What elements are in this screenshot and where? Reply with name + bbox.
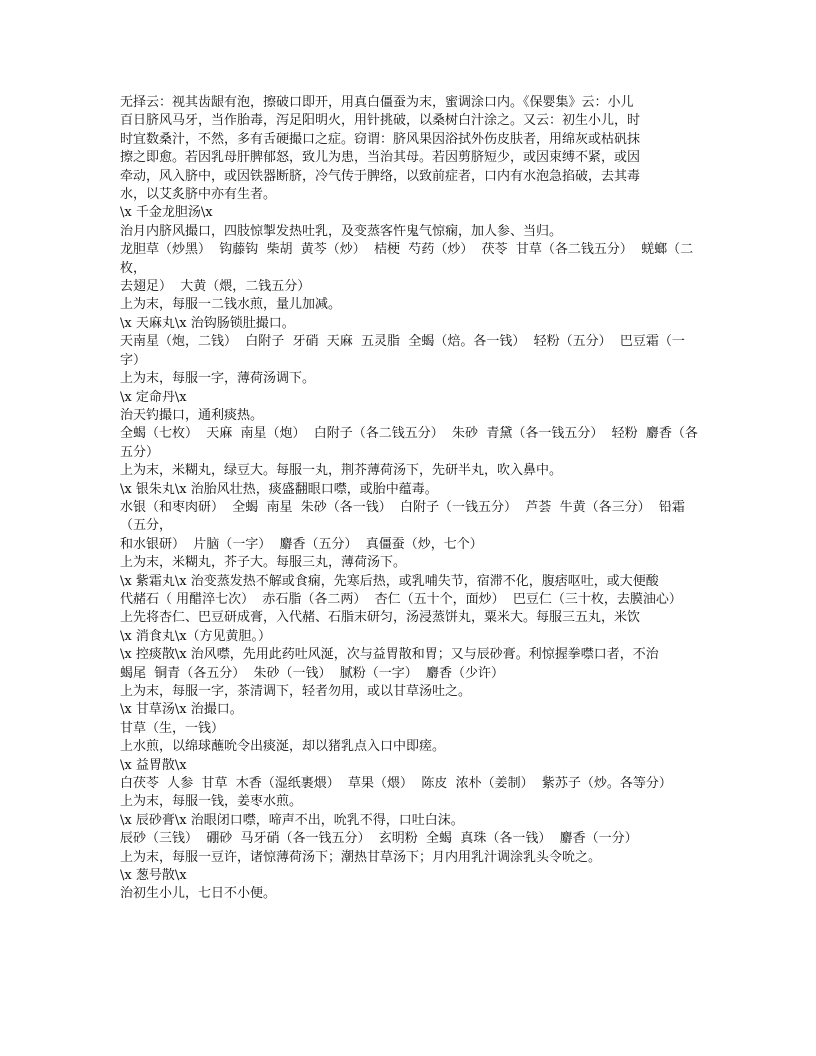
text-line: 辰砂（三钱） 硼砂 马牙硝（各一钱五分） 玄明粉 全蝎 真珠（各一钱） 麝香（一分） <box>120 831 638 847</box>
text-line: 治初生小儿，七日不小便。 <box>120 886 277 902</box>
text-line: 龙胆草（炒黑） 钩藤钩 柴胡 黄芩（炒） 桔梗 芍药（炒） 茯苓 甘草（各二钱五分） 蜣螂（二枚， <box>120 242 694 276</box>
text-line: 天南星（炮，二钱） 白附子 牙硝 天麻 五灵脂 全蝎（焙。各一钱） 轻粉（五分） 巴豆霜（一字） <box>120 334 685 368</box>
section-heading: \x 益胃散\x <box>120 757 187 773</box>
document-page <box>120 94 700 904</box>
text-line: 蝎尾 铜青（各五分） 朱砂（一钱） 腻粉（一字） 麝香（少许） <box>120 665 505 681</box>
text-line: 水银（和枣肉研） 全蝎 南星 朱砂（各一钱） 白附子（一钱五分） 芦荟 牛黄（各三分） 铅霜（五分， <box>120 499 685 534</box>
text-line: 上水煎，以绵球蘸吮令出痰涎，却以猪乳点入口中即瘥。 <box>120 739 446 755</box>
text-line: 无择云：视其齿龈有泡，擦破口即开，用真白僵蚕为末，蜜调涂口内。《保婴集》云：小儿 <box>120 95 634 110</box>
section-heading: \x 银朱丸\x 治胎风壮热，痰盛翻眼口噤，或胎中蕴毒。 <box>120 481 438 497</box>
section-heading: \x 紫霜丸\x 治变蒸发热不解或食痫，先寒后热，或乳哺失节，宿滞不化，腹痞呕吐，或大便酸 <box>120 573 659 589</box>
text-line: 上为末，米糊丸，绿豆大。每服一丸，荆芥薄荷汤下，先研半丸，吹入鼻中。 <box>120 463 563 479</box>
text-line: 上为末，每服一钱，姜枣水煎。 <box>120 794 303 810</box>
text-line: 上先将杏仁、巴豆研成膏，入代赭、石脂末研匀，汤浸蒸饼丸，粟米大。每服三五丸，米饮 <box>120 610 641 626</box>
text-line: 白茯苓 人参 甘草 木香（湿纸裹煨） 草果（煨） 陈皮 浓朴（姜制） 紫苏子（炒。各等分） <box>120 776 672 792</box>
text-line: 时宜数桑汁，不然，多有舌硬撮口之症。窃谓：脐风果因浴拭外伤皮肤者，用绵灰或枯矾抹 <box>120 131 641 147</box>
text-line: 上为末，米糊丸，芥子大。每服三丸，薄荷汤下。 <box>120 555 407 571</box>
text-line: 全蝎（七枚） 天麻 南星（炮） 白附子（各二钱五分） 朱砂 青黛（各一钱五分） 轻粉 麝香（各五分） <box>120 426 698 460</box>
text-line: 上为末，每服一字，薄荷汤调下。 <box>120 371 316 387</box>
text-line: 牵动，风入脐中，或因铁器断脐，冷气传于脾络，以致前症者，口内有水泡急掐破，去其毒 <box>120 168 641 184</box>
text-line: 上为末，每服一字，茶清调下，轻者勿用，或以甘草汤吐之。 <box>120 684 472 699</box>
text-line: 百日脐风马牙，当作胎毒，泻足阳明火，用针挑破，以桑树白汁涂之。又云：初生小儿，时 <box>120 113 641 129</box>
text-line: 和水银研） 片脑（一字） 麝香（五分） 真僵蚕（炒，七个） <box>120 536 483 552</box>
text-line: 擦之即愈。若因乳母肝脾郁怒，致儿为患，当治其母。若因剪脐短少，或因束缚不紧，或因 <box>120 150 641 166</box>
text-line: 水，以艾炙脐中亦有生者。 <box>120 187 277 203</box>
section-heading: \x 定命丹\x <box>120 389 187 405</box>
text-line: 治月内脐风撮口，四肢惊掣发热吐乳，及变蒸客忤鬼气惊痫，加人参、当归。 <box>120 223 563 239</box>
text-line: 上为末，每服一豆许，诸惊薄荷汤下；潮热甘草汤下；月内用乳汁调涂乳头令吮之。 <box>120 849 602 865</box>
text-line: 甘草（生，一钱） <box>120 720 225 736</box>
text-line: 代赭石（ 用醋淬七次） 赤石脂（各二两） 杏仁（五十个，面炒） 巴豆仁（三十枚，去膜油心） <box>120 591 682 607</box>
section-heading: \x 甘草汤\x 治撮口。 <box>120 702 243 718</box>
section-heading: \x 葱号散\x <box>120 868 187 884</box>
section-heading: \x 辰砂膏\x 治眼闭口噤，啼声不出，吮乳不得，口吐白沫。 <box>120 812 464 828</box>
text-line: 上为末，每服一二钱水煎，量儿加减。 <box>120 297 342 313</box>
text-line: 治天钓撮口，通利痰热。 <box>120 407 264 423</box>
section-heading: \x 千金龙胆汤\x <box>120 205 213 221</box>
section-heading: \x 控痰散\x 治风噤，先用此药吐风涎，次与益胃散和胃；又与辰砂膏。利惊握拳噤口者，不治 <box>120 647 659 663</box>
section-heading: \x 天麻丸\x 治钩肠锁肚撮口。 <box>120 315 295 331</box>
section-heading: \x 消食丸\x（方见黄胆。） <box>120 628 272 644</box>
text-line: 去翅足） 大黄（煨，二钱五分） <box>120 279 311 295</box>
